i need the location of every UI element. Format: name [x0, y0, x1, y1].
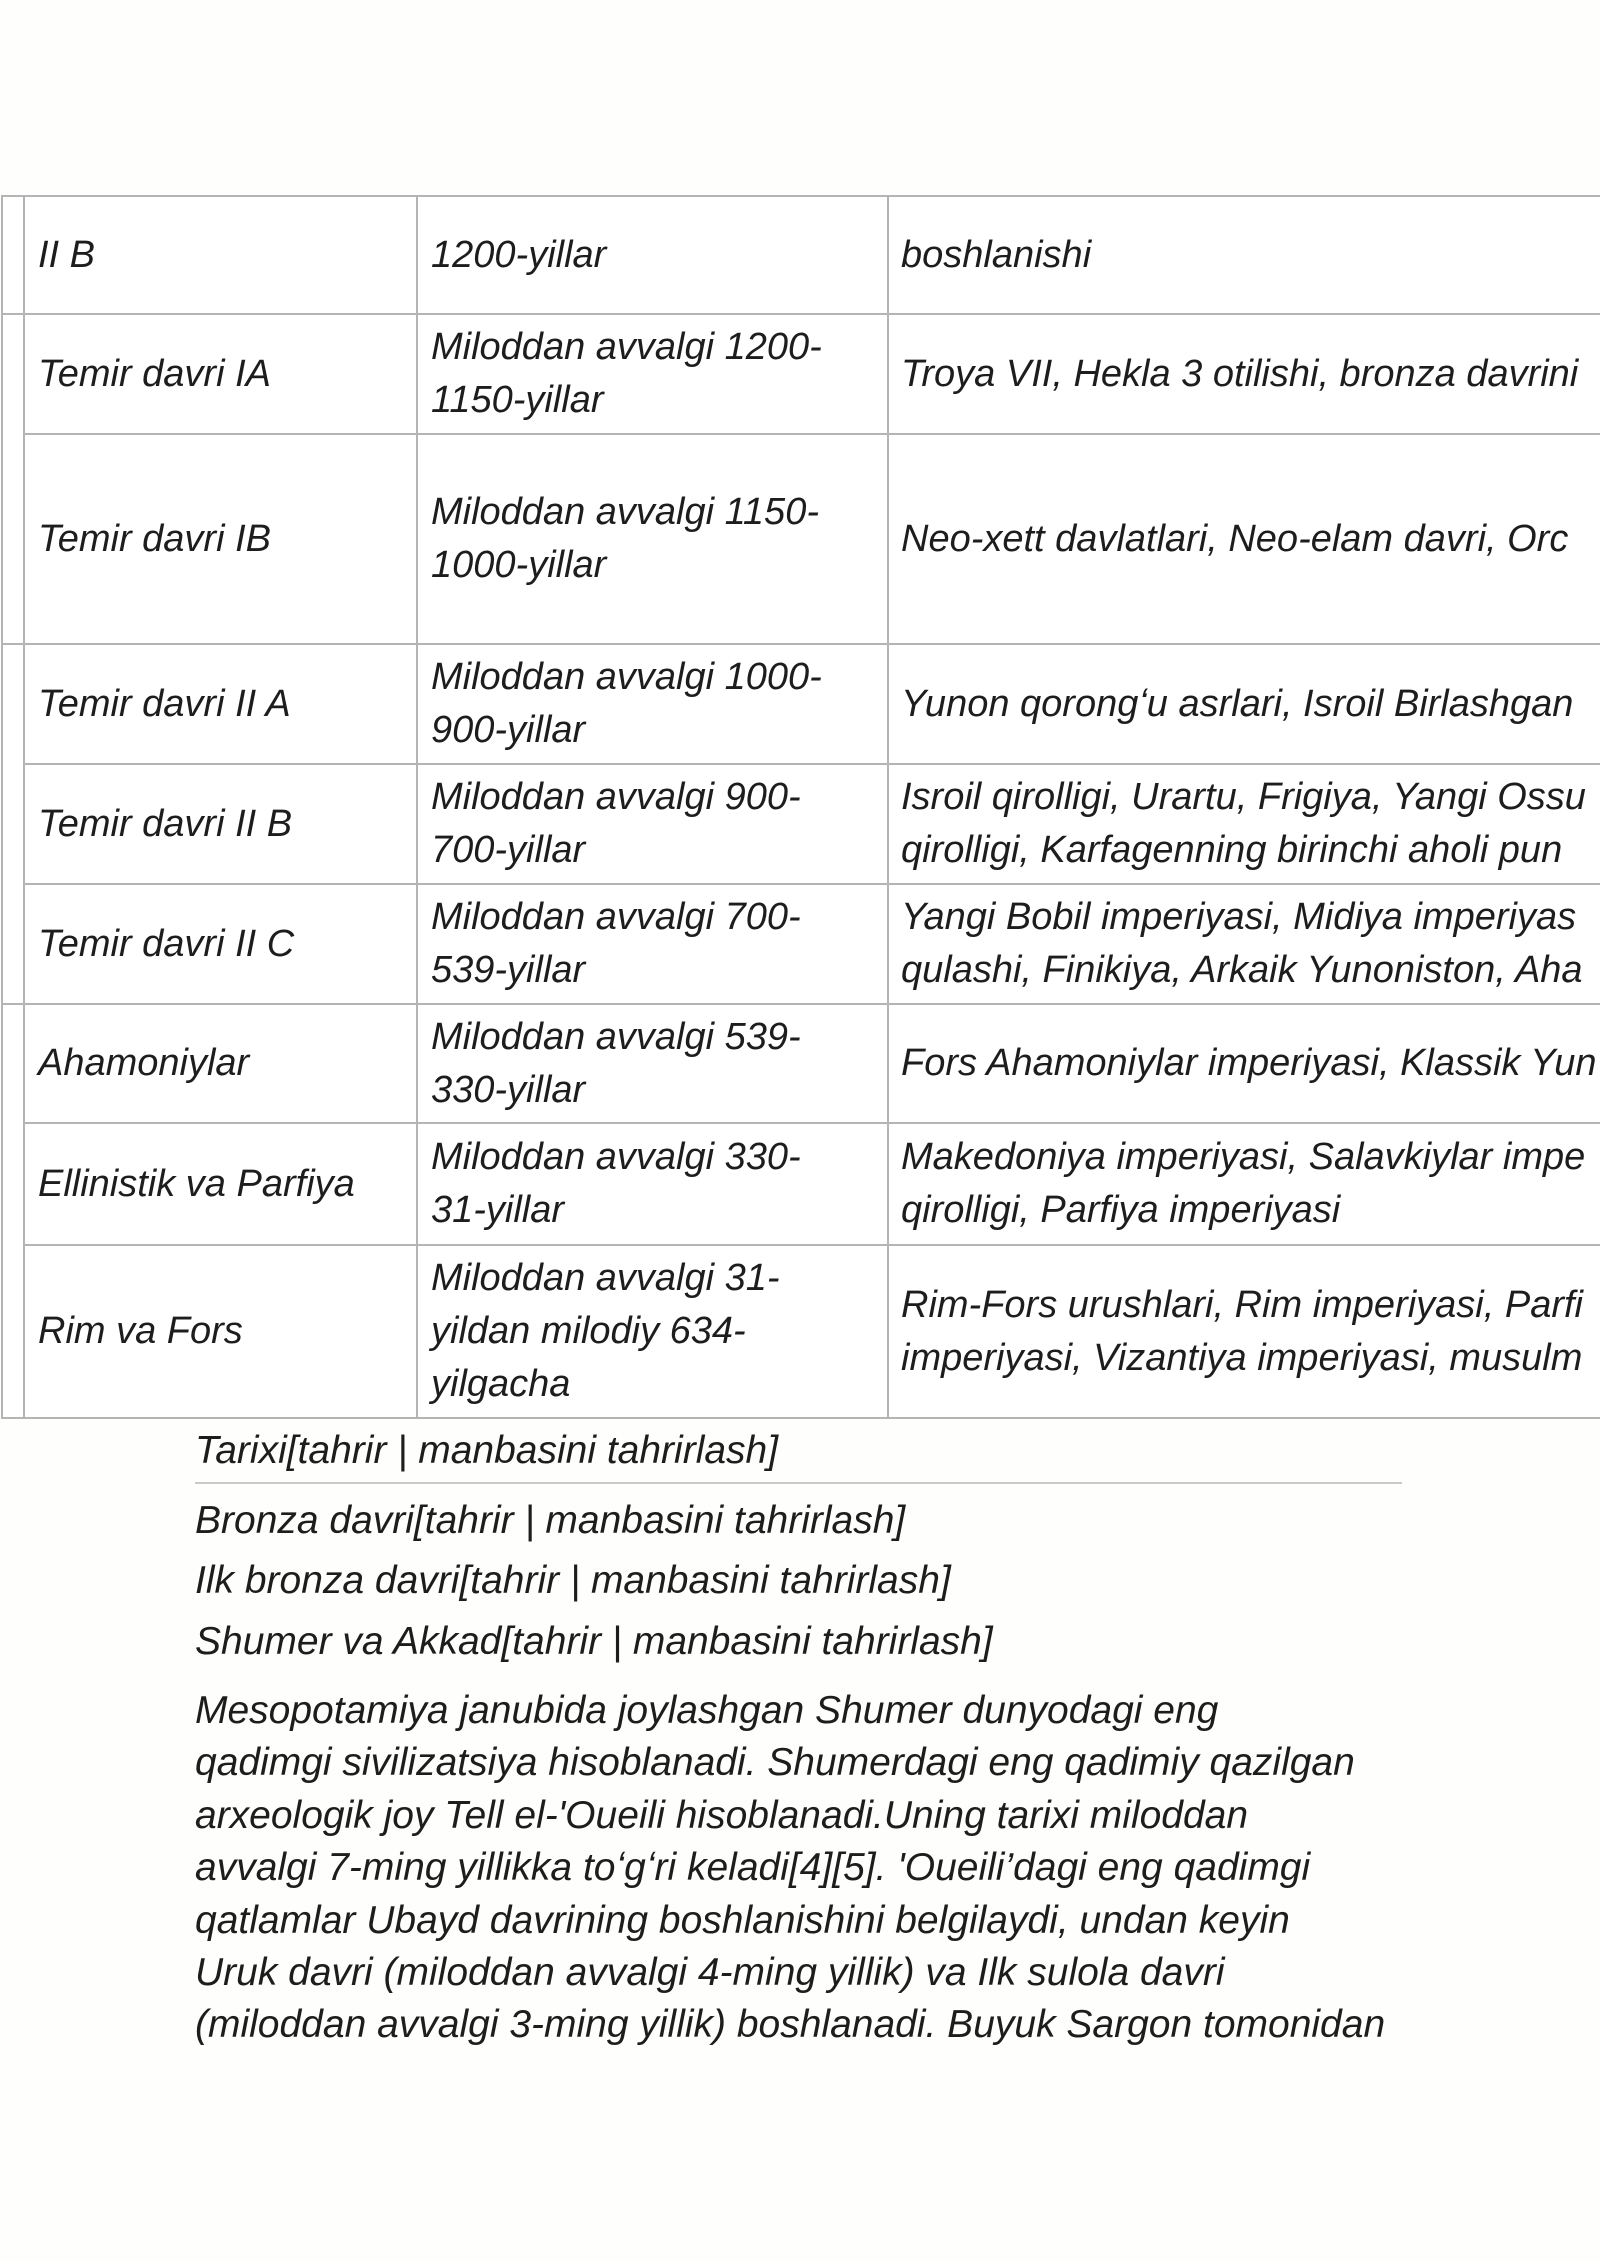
- table-cell-group: [2, 1004, 24, 1418]
- table-cell-events: Yangi Bobil imperiyasi, Midiya imperiyas qulashi, Finikiya, Arkaik Yunoniston, Aha: [888, 884, 1600, 1004]
- table-cell-dates: Miloddan avvalgi 1000- 900-yillar: [417, 644, 888, 764]
- table-cell-period: Temir davri II B: [24, 764, 417, 884]
- table-cell-dates: Miloddan avvalgi 330- 31-yillar: [417, 1123, 888, 1245]
- table-cell-dates: 1200-yillar: [417, 196, 888, 314]
- section-heading-tarixi: Tarixi[tahrir | manbasini tahrirlash]: [195, 1426, 1402, 1484]
- table-cell-dates: Miloddan avvalgi 539- 330-yillar: [417, 1004, 888, 1123]
- table-cell-events: Troya VII, Hekla 3 otilishi, bronza davrini: [888, 314, 1600, 434]
- periods-table: [1, 195, 1600, 1419]
- body-paragraph: Mesopotamiya janubida joylashgan Shumer dunyodagi eng qadimgi sivilizatsiya hisoblanadi. Shumerdagi eng qadimiy qazilgan arxeologik joy Tell el-'Oueili hisoblanadi.Uning tarixi miloddan avvalgi 7-ming yillikka toʻgʻri keladi[4][5]. 'Oueili’dagi eng qadimgi qatlamlar Ubayd davrining boshlanishini belgilaydi, undan keyin Uruk davri (miloddan avvalgi 4-ming yillik) va Ilk sulola davri (miloddan avvalgi 3-ming yillik) boshlanadi. Buyuk Sargon tomonidan: [195, 1689, 1386, 2047]
- table-cell-group: [2, 644, 24, 1004]
- table-cell-events: Makedoniya imperiyasi, Salavkiylar impe qirolligi, Parfiya imperiyasi: [888, 1123, 1600, 1245]
- table-cell-events: Fors Ahamoniylar imperiyasi, Klassik Yun: [888, 1004, 1600, 1123]
- table-cell-events: Neo-xett davlatlari, Neo-elam davri, Orc: [888, 434, 1600, 644]
- table-row: [2, 1123, 1600, 1245]
- table-cell-group: [2, 314, 24, 644]
- table-cell-dates: Miloddan avvalgi 31- yildan milodiy 634- yilgacha: [417, 1245, 888, 1418]
- table-row: [2, 644, 1600, 764]
- table-cell-events: Isroil qirolligi, Urartu, Frigiya, Yangi Ossu qirolligi, Karfagenning birinchi aholi pun: [888, 764, 1600, 884]
- table-cell-period: Temir davri II A: [24, 644, 417, 764]
- section-heading-shumer-va-akkad: Shumer va Akkad[tahrir | manbasini tahrirlash]: [195, 1620, 993, 1663]
- table-row: [2, 764, 1600, 884]
- table-cell-events: Rim-Fors urushlari, Rim imperiyasi, Parfi imperiyasi, Vizantiya imperiyasi, musulm: [888, 1245, 1600, 1418]
- table-cell-period: Rim va Fors: [24, 1245, 417, 1418]
- table-cell-dates: Miloddan avvalgi 900- 700-yillar: [417, 764, 888, 884]
- table-cell-group: [2, 196, 24, 314]
- table-cell-period: Ellinistik va Parfiya: [24, 1123, 417, 1245]
- table-cell-events: Yunon qorongʻu asrlari, Isroil Birlashgan: [888, 644, 1600, 764]
- table-cell-dates: Miloddan avvalgi 1200- 1150-yillar: [417, 314, 888, 434]
- table-row: [2, 196, 1600, 314]
- table-cell-period: Temir davri IA: [24, 314, 417, 434]
- table-cell-dates: Miloddan avvalgi 700- 539-yillar: [417, 884, 888, 1004]
- table-row: [2, 314, 1600, 434]
- table-cell-period: II B: [24, 196, 417, 314]
- table-cell-period: Temir davri IB: [24, 434, 417, 644]
- table-row: [2, 1245, 1600, 1418]
- section-heading-ilk-bronza-davri: Ilk bronza davri[tahrir | manbasini tahrirlash]: [195, 1559, 951, 1602]
- section-heading-bronza-davri: Bronza davri[tahrir | manbasini tahrirlash]: [195, 1499, 906, 1542]
- table-row: [2, 1004, 1600, 1123]
- table-row: [2, 434, 1600, 644]
- table-cell-period: Temir davri II C: [24, 884, 417, 1004]
- table-cell-dates: Miloddan avvalgi 1150- 1000-yillar: [417, 434, 888, 644]
- table-row: [2, 884, 1600, 1004]
- table-cell-period: Ahamoniylar: [24, 1004, 417, 1123]
- table-cell-events: boshlanishi: [888, 196, 1600, 314]
